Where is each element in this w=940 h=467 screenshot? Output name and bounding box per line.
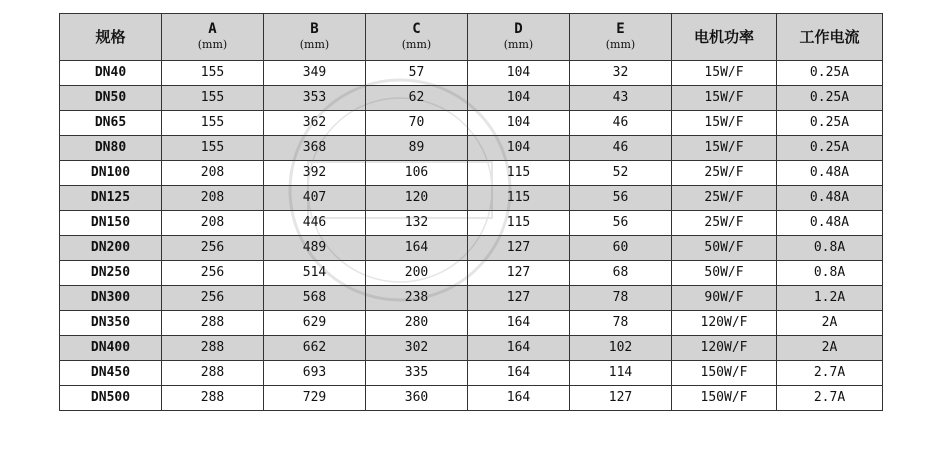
cell-working-current: 0.25A (777, 111, 883, 136)
header-label: A (208, 21, 217, 37)
cell-c: 200 (366, 261, 468, 286)
cell-d: 127 (468, 261, 570, 286)
cell-a: 288 (162, 336, 264, 361)
table-row (60, 286, 883, 311)
cell-b: 514 (264, 261, 366, 286)
cell-working-current: 2A (777, 336, 883, 361)
cell-e: 43 (570, 86, 672, 111)
spec-table (59, 13, 883, 411)
cell-e: 68 (570, 261, 672, 286)
cell-c: 57 (366, 61, 468, 86)
cell-motor-power: 120W/F (672, 336, 777, 361)
cell-b: 629 (264, 311, 366, 336)
cell-a: 208 (162, 186, 264, 211)
cell-model: DN125 (60, 186, 162, 211)
header-unit: (mm) (299, 38, 330, 51)
cell-c: 106 (366, 161, 468, 186)
cell-working-current: 0.25A (777, 61, 883, 86)
table-row (60, 261, 883, 286)
cell-motor-power: 25W/F (672, 211, 777, 236)
cell-e: 78 (570, 311, 672, 336)
cell-c: 62 (366, 86, 468, 111)
cell-a: 208 (162, 161, 264, 186)
cell-b: 353 (264, 86, 366, 111)
cell-e: 102 (570, 336, 672, 361)
header-cell-a (162, 14, 264, 61)
cell-e: 32 (570, 61, 672, 86)
table-body (60, 61, 883, 411)
cell-e: 127 (570, 386, 672, 411)
header-label: 规格 (95, 27, 126, 46)
header-unit: (mm) (197, 38, 228, 51)
cell-d: 104 (468, 86, 570, 111)
table-row (60, 111, 883, 136)
cell-c: 132 (366, 211, 468, 236)
cell-c: 335 (366, 361, 468, 386)
cell-a: 155 (162, 136, 264, 161)
table-row (60, 61, 883, 86)
cell-b: 362 (264, 111, 366, 136)
cell-c: 120 (366, 186, 468, 211)
table-row (60, 336, 883, 361)
header-unit: (mm) (605, 38, 636, 51)
cell-b: 392 (264, 161, 366, 186)
cell-motor-power: 15W/F (672, 136, 777, 161)
header-cell-model (60, 14, 162, 61)
cell-working-current: 0.48A (777, 211, 883, 236)
cell-b: 729 (264, 386, 366, 411)
table-row (60, 161, 883, 186)
cell-c: 89 (366, 136, 468, 161)
cell-model: DN250 (60, 261, 162, 286)
cell-motor-power: 50W/F (672, 236, 777, 261)
header-label: E (616, 21, 625, 37)
cell-working-current: 2.7A (777, 386, 883, 411)
cell-motor-power: 50W/F (672, 261, 777, 286)
cell-b: 446 (264, 211, 366, 236)
cell-d: 164 (468, 361, 570, 386)
cell-e: 52 (570, 161, 672, 186)
header-cell-d (468, 14, 570, 61)
cell-working-current: 0.25A (777, 86, 883, 111)
header-label: C (412, 21, 421, 37)
header-label: 电机功率 (693, 27, 754, 46)
cell-working-current: 0.8A (777, 236, 883, 261)
cell-e: 46 (570, 111, 672, 136)
cell-e: 56 (570, 211, 672, 236)
cell-working-current: 0.48A (777, 161, 883, 186)
cell-d: 104 (468, 61, 570, 86)
header-cell-b (264, 14, 366, 61)
cell-working-current: 0.8A (777, 261, 883, 286)
cell-d: 115 (468, 186, 570, 211)
cell-b: 489 (264, 236, 366, 261)
cell-d: 115 (468, 211, 570, 236)
cell-a: 155 (162, 61, 264, 86)
header-unit: (mm) (503, 38, 534, 51)
table-row (60, 236, 883, 261)
table-row (60, 361, 883, 386)
cell-model: DN500 (60, 386, 162, 411)
header-row (60, 14, 883, 61)
cell-c: 360 (366, 386, 468, 411)
cell-d: 164 (468, 311, 570, 336)
cell-d: 104 (468, 136, 570, 161)
cell-d: 127 (468, 236, 570, 261)
cell-motor-power: 25W/F (672, 161, 777, 186)
cell-working-current: 1.2A (777, 286, 883, 311)
header-unit: (mm) (401, 38, 432, 51)
cell-motor-power: 15W/F (672, 61, 777, 86)
cell-motor-power: 150W/F (672, 386, 777, 411)
cell-b: 349 (264, 61, 366, 86)
cell-a: 256 (162, 286, 264, 311)
cell-model: DN400 (60, 336, 162, 361)
cell-a: 208 (162, 211, 264, 236)
table-row (60, 211, 883, 236)
cell-model: DN40 (60, 61, 162, 86)
cell-e: 78 (570, 286, 672, 311)
header-cell-motor-power (672, 14, 777, 61)
cell-model: DN65 (60, 111, 162, 136)
cell-c: 164 (366, 236, 468, 261)
cell-model: DN80 (60, 136, 162, 161)
table-row (60, 136, 883, 161)
header-cell-working-current (777, 14, 883, 61)
cell-motor-power: 15W/F (672, 86, 777, 111)
cell-a: 288 (162, 311, 264, 336)
cell-model: DN300 (60, 286, 162, 311)
cell-d: 104 (468, 111, 570, 136)
header-label: D (514, 21, 523, 37)
cell-a: 155 (162, 111, 264, 136)
cell-b: 568 (264, 286, 366, 311)
cell-motor-power: 15W/F (672, 111, 777, 136)
cell-c: 70 (366, 111, 468, 136)
cell-b: 662 (264, 336, 366, 361)
cell-c: 238 (366, 286, 468, 311)
cell-a: 155 (162, 86, 264, 111)
table-row (60, 186, 883, 211)
header-label: 工作电流 (799, 27, 860, 46)
table-row (60, 386, 883, 411)
cell-e: 56 (570, 186, 672, 211)
header-cell-c (366, 14, 468, 61)
cell-model: DN450 (60, 361, 162, 386)
cell-c: 302 (366, 336, 468, 361)
cell-b: 407 (264, 186, 366, 211)
cell-d: 127 (468, 286, 570, 311)
table-row (60, 311, 883, 336)
cell-e: 46 (570, 136, 672, 161)
table-header (60, 14, 883, 61)
cell-a: 288 (162, 361, 264, 386)
cell-d: 164 (468, 336, 570, 361)
cell-model: DN50 (60, 86, 162, 111)
cell-model: DN100 (60, 161, 162, 186)
cell-a: 288 (162, 386, 264, 411)
header-cell-e (570, 14, 672, 61)
cell-motor-power: 25W/F (672, 186, 777, 211)
table-row (60, 86, 883, 111)
cell-b: 693 (264, 361, 366, 386)
cell-working-current: 0.25A (777, 136, 883, 161)
cell-e: 114 (570, 361, 672, 386)
cell-e: 60 (570, 236, 672, 261)
cell-c: 280 (366, 311, 468, 336)
cell-working-current: 0.48A (777, 186, 883, 211)
cell-d: 164 (468, 386, 570, 411)
cell-d: 115 (468, 161, 570, 186)
cell-working-current: 2.7A (777, 361, 883, 386)
header-label: B (310, 21, 319, 37)
cell-b: 368 (264, 136, 366, 161)
cell-model: DN200 (60, 236, 162, 261)
cell-a: 256 (162, 236, 264, 261)
cell-working-current: 2A (777, 311, 883, 336)
cell-model: DN150 (60, 211, 162, 236)
cell-model: DN350 (60, 311, 162, 336)
cell-motor-power: 120W/F (672, 311, 777, 336)
cell-a: 256 (162, 261, 264, 286)
cell-motor-power: 90W/F (672, 286, 777, 311)
cell-motor-power: 150W/F (672, 361, 777, 386)
